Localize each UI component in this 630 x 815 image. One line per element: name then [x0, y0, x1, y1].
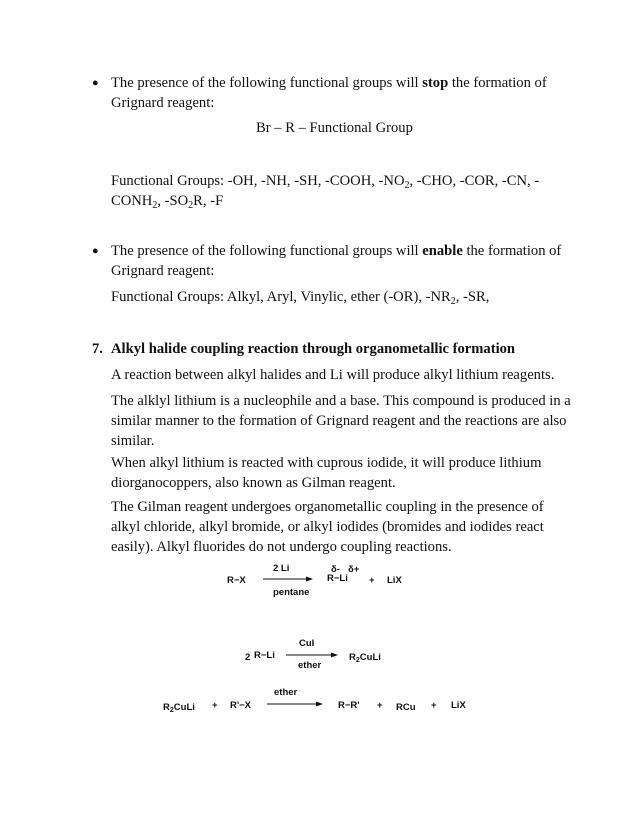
r3-r1-sub: 2 — [169, 707, 174, 714]
r2-product-b: CuLi — [359, 652, 381, 663]
r1-byproduct: LiX — [387, 575, 402, 586]
r1-reactant: R−X — [227, 575, 246, 586]
r1-reagent-above: 2 Li — [273, 563, 290, 574]
r3-reagent-above: ether — [274, 687, 298, 698]
section-number: 7. — [92, 341, 103, 357]
r1-delta-plus: δ+ — [348, 564, 360, 575]
formula-br-r-fg: Br – R – Functional Group — [256, 120, 413, 136]
fg-enable-text2: , -SR, — [455, 289, 490, 305]
fg-stop-part4: R, -F — [193, 193, 224, 209]
r2-reactant: R−Li — [254, 650, 275, 661]
r3-product-3: LiX — [451, 700, 466, 711]
section-title: Alkyl halide coupling reaction through organometallic formation — [111, 341, 516, 357]
fg-enable-sub: 2 — [450, 296, 456, 307]
fg-stop-part1: -OH, -NH, -SH, -COOH, -NO — [227, 173, 405, 189]
r2-arrow — [286, 651, 338, 659]
paragraph-3: When alkyl lithium is reacted with cuprous iodide, it will produce lithium diorganocoppers, also known as Gilman reagent. — [111, 455, 542, 491]
r3-reactant-1 — [163, 702, 195, 713]
fg-stop-part3: , -SO — [157, 193, 189, 209]
bullet-stop-bold: stop — [422, 75, 449, 91]
fg-enable-text1: Functional Groups: Alkyl, Aryl, Vinylic, ether (-OR), -NR — [111, 289, 451, 305]
bullet-enable-text-after: the formation of Grignard reagent: — [111, 243, 562, 279]
r1-delta-minus: δ- — [331, 564, 340, 575]
fg-stop-sub2: 2 — [152, 200, 158, 211]
bullet-stop-text-before: The presence of the following functional groups will — [111, 75, 423, 91]
r2-product — [349, 652, 381, 663]
bullet-dot: ● — [92, 77, 99, 89]
bullet-enable-text — [111, 241, 571, 281]
r3-r1b: CuLi — [173, 702, 195, 713]
bullet-dot: ● — [92, 245, 99, 257]
r2-reagent-below: ether — [298, 660, 322, 671]
paragraph-1: A reaction between alkyl halides and Li will produce alkyl lithium reagents. — [111, 367, 555, 383]
functional-groups-enable — [111, 287, 571, 307]
r3-r1a: R — [163, 702, 170, 713]
bullet-enable-text-before: The presence of the following functional groups will — [111, 243, 423, 259]
fg-stop-sub3: 2 — [188, 200, 194, 211]
r3-product-2: RCu — [396, 702, 416, 713]
bullet-enable-bold: enable — [422, 243, 463, 259]
fg-stop-part2: , -CHO, -COR, -CN, -CONH — [111, 173, 540, 209]
r1-product: R−Li — [327, 573, 348, 584]
r1-plus: + — [369, 575, 375, 586]
r2-product-sub: 2 — [355, 657, 360, 664]
r3-plus-1: + — [212, 700, 218, 711]
r3-product-1: R−R' — [338, 700, 360, 711]
r1-reagent-below: pentane — [273, 587, 310, 598]
r2-coef: 2 — [245, 652, 251, 663]
functional-groups-stop — [111, 171, 571, 211]
paragraph-2: The alklyl lithium is a nucleophile and a base. This compound is produced in a similar manner to the formation of Grignard reagent and the reactions are also similar. — [111, 393, 571, 449]
r3-arrow — [267, 700, 323, 708]
paragraph-4: The Gilman reagent undergoes organometallic coupling in the presence of alkyl chloride, alkyl bromide, or alkyl iodides (bromides and iodides react easily). Alkyl fluorides do not undergo coupling reactions. — [111, 499, 544, 555]
fg-stop-sub1: 2 — [404, 180, 410, 191]
fg-stop-label: Functional Groups: — [111, 173, 228, 189]
r3-plus-3: + — [431, 700, 437, 711]
r3-reactant-2: R'−X — [230, 700, 252, 711]
bullet-stop-text-after: the formation of Grignard reagent: — [111, 75, 547, 111]
bullet-stop-text — [111, 73, 571, 113]
r3-plus-2: + — [377, 700, 383, 711]
r2-reagent-above: CuI — [299, 638, 315, 649]
r2-product-a: R — [349, 652, 356, 663]
r1-arrow — [263, 575, 313, 583]
